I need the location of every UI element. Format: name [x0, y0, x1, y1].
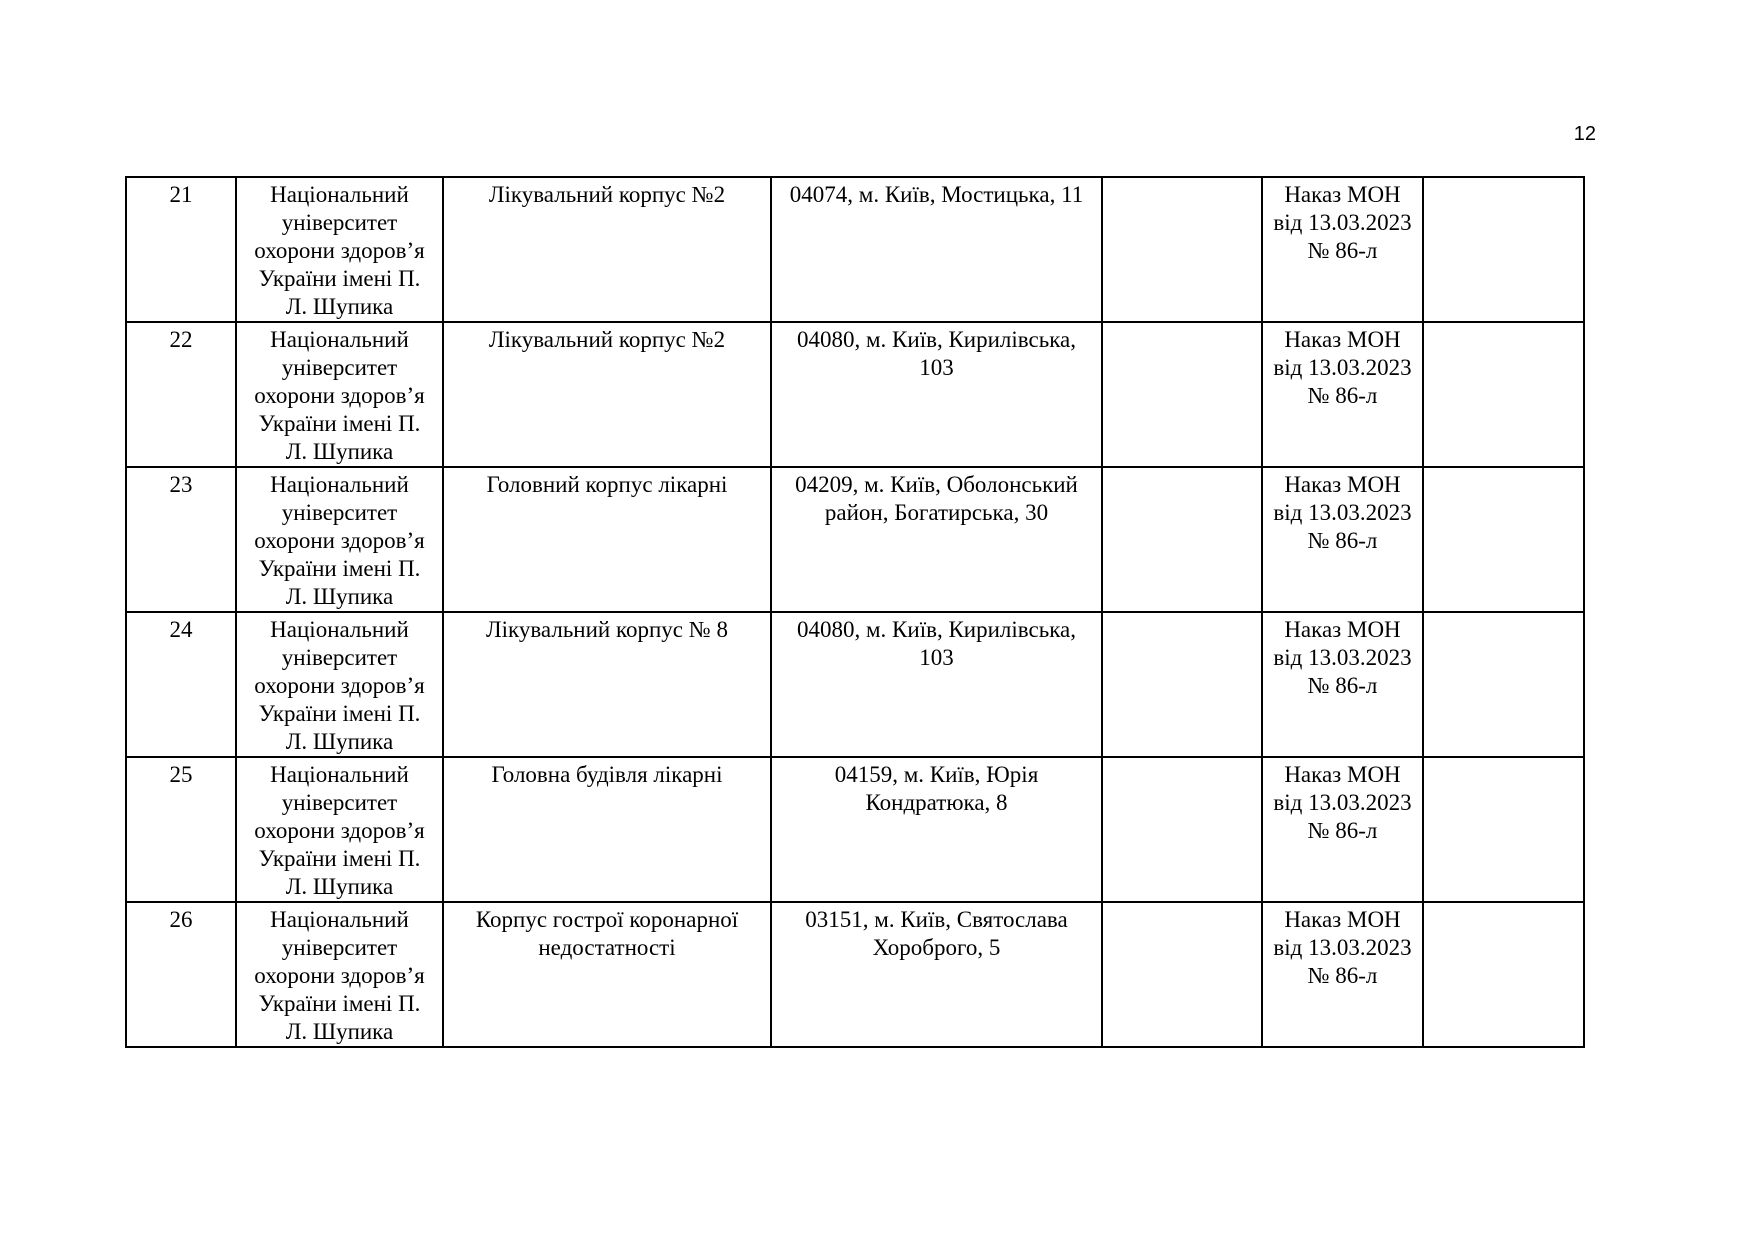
cell-line: № 86-л: [1307, 528, 1378, 553]
cell-line: Лікувальний корпус №2: [488, 182, 726, 207]
building-cell: [443, 902, 771, 1047]
address-cell: [771, 757, 1102, 902]
cell-line: Наказ МОН: [1284, 617, 1401, 642]
building-cell: [443, 322, 771, 467]
cell-line: Наказ МОН: [1284, 907, 1401, 932]
building-cell: [443, 467, 771, 612]
institution-cell: [236, 902, 443, 1047]
institution-cell: [236, 612, 443, 757]
cell-line: охорони здоров’я: [254, 528, 425, 553]
cell-line: Головний корпус лікарні: [486, 472, 728, 497]
empty-cell: [1102, 322, 1262, 467]
cell-line: Наказ МОН: [1284, 472, 1401, 497]
cell-line: № 86-л: [1307, 238, 1378, 263]
institution-cell: [236, 177, 443, 322]
row-number-cell: 26: [126, 902, 236, 1047]
order-cell: [1262, 322, 1423, 467]
row-number-cell: 25: [126, 757, 236, 902]
page-number: 12: [1573, 123, 1596, 145]
building-cell: [443, 612, 771, 757]
cell-line: Лікувальний корпус № 8: [486, 617, 728, 642]
cell-line: район, Богатирська, 30: [824, 500, 1049, 525]
empty-cell: [1102, 177, 1262, 322]
empty-cell: [1102, 902, 1262, 1047]
cell-line: охорони здоров’я: [254, 818, 425, 843]
row-number-cell: 23: [126, 467, 236, 612]
cell-line: Національний: [270, 762, 409, 787]
cell-line: 04159, м. Київ, Юрія: [834, 762, 1039, 787]
order-cell: [1262, 757, 1423, 902]
empty-cell: [1102, 612, 1262, 757]
cell-line: Л. Шупика: [285, 584, 394, 609]
cell-line: Л. Шупика: [285, 874, 394, 899]
address-cell: [771, 322, 1102, 467]
empty-cell: [1423, 467, 1584, 612]
cell-line: університет: [281, 645, 398, 670]
order-cell: [1262, 612, 1423, 757]
cell-line: № 86-л: [1307, 818, 1378, 843]
row-number-cell: 24: [126, 612, 236, 757]
cell-line: Національний: [270, 907, 409, 932]
cell-line: 04080, м. Київ, Кирилівська,: [797, 617, 1076, 642]
empty-cell: [1423, 612, 1584, 757]
cell-line: № 86-л: [1307, 383, 1378, 408]
building-cell: [443, 757, 771, 902]
empty-cell: [1423, 322, 1584, 467]
cell-line: від 13.03.2023: [1273, 355, 1412, 380]
row-number-cell: 21: [126, 177, 236, 322]
table-row: [126, 757, 1584, 902]
cell-line: Хороброго, 5: [872, 935, 1001, 960]
table-row: [126, 612, 1584, 757]
cell-line: Л. Шупика: [285, 1019, 394, 1044]
table-row: [126, 322, 1584, 467]
cell-line: 103: [919, 645, 954, 670]
cell-line: України імені П.: [258, 991, 421, 1016]
cell-line: № 86-л: [1307, 673, 1378, 698]
cell-line: охорони здоров’я: [254, 238, 425, 263]
address-cell: [771, 177, 1102, 322]
cell-line: Національний: [270, 182, 409, 207]
table-row: [126, 177, 1584, 322]
cell-line: Національний: [270, 472, 409, 497]
cell-line: 03151, м. Київ, Святослава: [805, 907, 1068, 932]
address-cell: [771, 467, 1102, 612]
cell-line: університет: [281, 210, 398, 235]
cell-line: Л. Шупика: [285, 439, 394, 464]
table-row: [126, 902, 1584, 1047]
cell-line: України імені П.: [258, 556, 421, 581]
empty-cell: [1102, 757, 1262, 902]
cell-line: від 13.03.2023: [1273, 935, 1412, 960]
order-cell: [1262, 467, 1423, 612]
cell-line: України імені П.: [258, 411, 421, 436]
cell-line: Головна будівля лікарні: [491, 762, 723, 787]
cell-line: Л. Шупика: [285, 729, 394, 754]
cell-line: Л. Шупика: [285, 294, 394, 319]
order-cell: [1262, 177, 1423, 322]
cell-line: від 13.03.2023: [1273, 500, 1412, 525]
institution-cell: [236, 467, 443, 612]
cell-line: 103: [919, 355, 954, 380]
building-cell: [443, 177, 771, 322]
cell-line: охорони здоров’я: [254, 963, 425, 988]
empty-cell: [1423, 902, 1584, 1047]
registry-table-body: [126, 177, 1584, 1047]
cell-line: охорони здоров’я: [254, 673, 425, 698]
table-row: [126, 467, 1584, 612]
cell-line: охорони здоров’я: [254, 383, 425, 408]
cell-line: № 86-л: [1307, 963, 1378, 988]
cell-line: університет: [281, 790, 398, 815]
cell-line: Лікувальний корпус №2: [488, 327, 726, 352]
cell-line: України імені П.: [258, 701, 421, 726]
cell-line: Корпус гострої коронарної: [475, 907, 739, 932]
cell-line: від 13.03.2023: [1273, 210, 1412, 235]
empty-cell: [1102, 467, 1262, 612]
cell-line: Національний: [270, 327, 409, 352]
institution-cell: [236, 757, 443, 902]
cell-line: недостатності: [538, 935, 676, 960]
empty-cell: [1423, 177, 1584, 322]
cell-line: університет: [281, 500, 398, 525]
order-cell: [1262, 902, 1423, 1047]
cell-line: університет: [281, 935, 398, 960]
cell-line: Кондратюка, 8: [865, 790, 1008, 815]
registry-table: [125, 176, 1585, 1048]
cell-line: 04209, м. Київ, Оболонський: [795, 472, 1078, 497]
cell-line: Наказ МОН: [1284, 182, 1401, 207]
empty-cell: [1423, 757, 1584, 902]
cell-line: від 13.03.2023: [1273, 790, 1412, 815]
address-cell: [771, 612, 1102, 757]
cell-line: Наказ МОН: [1284, 762, 1401, 787]
cell-line: Наказ МОН: [1284, 327, 1401, 352]
cell-line: України імені П.: [258, 266, 421, 291]
cell-line: від 13.03.2023: [1273, 645, 1412, 670]
cell-line: України імені П.: [258, 846, 421, 871]
institution-cell: [236, 322, 443, 467]
cell-line: 04074, м. Київ, Мостицька, 11: [789, 182, 1084, 207]
address-cell: [771, 902, 1102, 1047]
cell-line: Національний: [270, 617, 409, 642]
cell-line: 04080, м. Київ, Кирилівська,: [797, 327, 1076, 352]
row-number-cell: 22: [126, 322, 236, 467]
cell-line: університет: [281, 355, 398, 380]
